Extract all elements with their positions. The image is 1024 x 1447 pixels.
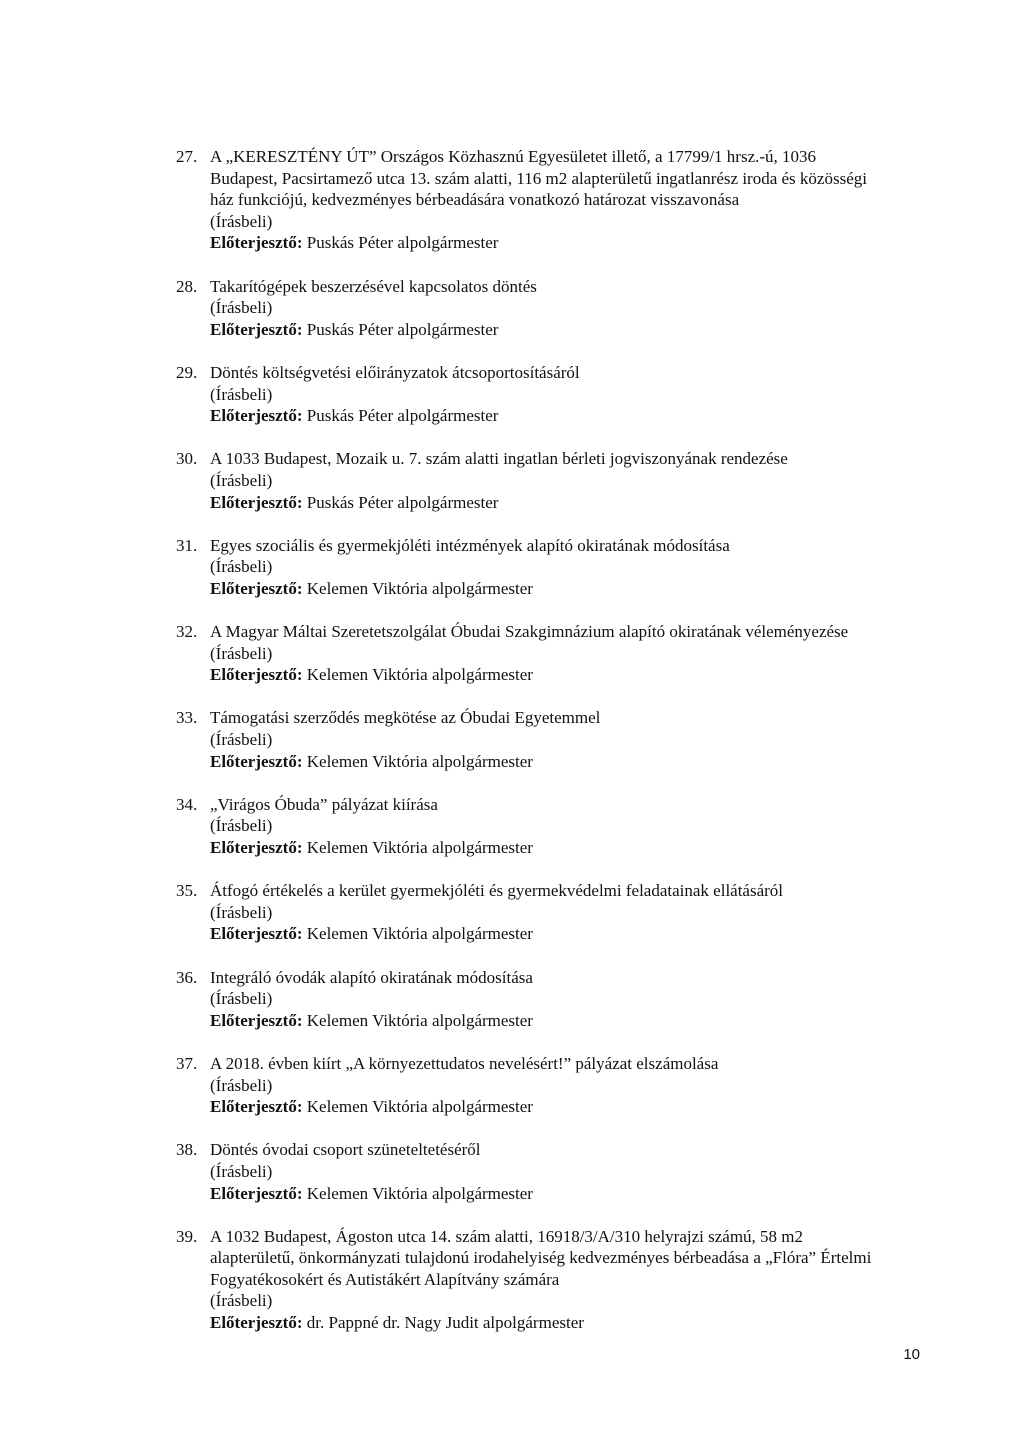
agenda-item-type: (Írásbeli)	[210, 470, 273, 490]
agenda-item-title-line: A 1032 Budapest, Ágoston utca 14. szám alatti, 16918/3/A/310 helyrajzi számú, 58 m2	[210, 1226, 804, 1246]
agenda-item-presenter-line	[210, 1312, 976, 1334]
presenter-label: Előterjesztő:	[210, 492, 303, 512]
agenda-item	[176, 146, 976, 254]
agenda-item	[176, 794, 976, 859]
agenda-item-type: (Írásbeli)	[210, 643, 273, 663]
presenter-label: Előterjesztő:	[210, 1313, 303, 1333]
agenda-item-title-line: A 1033 Budapest, Mozaik u. 7. szám alatti ingatlan bérleti jogviszonyának rendezése	[210, 449, 788, 469]
agenda-item	[176, 362, 976, 427]
presenter-label: Előterjesztő:	[210, 924, 303, 944]
presenter-name: Puskás Péter alpolgármester	[306, 233, 499, 253]
agenda-item	[176, 1226, 976, 1334]
agenda-item-title-line: A „KERESZTÉNY ÚT” Országos Közhasznú Egyesületet illető, a 17799/1 hrsz.-ú, 1036	[210, 147, 817, 166]
presenter-label: Előterjesztő:	[210, 233, 303, 253]
presenter-name: Kelemen Viktória alpolgármester	[306, 1010, 533, 1030]
presenter-name: Kelemen Viktória alpolgármester	[306, 1183, 533, 1203]
presenter-name: Kelemen Viktória alpolgármester	[306, 924, 533, 944]
agenda-item-number: 39.	[176, 1226, 198, 1246]
presenter-label: Előterjesztő:	[210, 751, 303, 771]
agenda-item-number: 37.	[176, 1053, 198, 1073]
agenda-item-title-line: Budapest, Pacsirtamező utca 13. szám alatti, 116 m2 alapterületű ingatlanrész iroda és közösségi	[210, 168, 867, 188]
agenda-item-type: (Írásbeli)	[210, 902, 273, 922]
presenter-name: Kelemen Viktória alpolgármester	[306, 665, 533, 685]
agenda-item	[176, 621, 976, 686]
agenda-item-number: 32.	[176, 622, 198, 642]
agenda-item-number: 31.	[176, 535, 198, 555]
agenda-item	[176, 448, 976, 513]
agenda-item-number: 34.	[176, 794, 198, 814]
agenda-item-type: (Írásbeli)	[210, 1161, 273, 1181]
agenda-item-title-line: Támogatási szerződés megkötése az Óbudai Egyetemmel	[210, 708, 601, 728]
agenda-item	[176, 276, 976, 341]
agenda-item-type: (Írásbeli)	[210, 730, 273, 750]
agenda-item-type: (Írásbeli)	[210, 989, 273, 1009]
agenda-item-presenter-line	[210, 319, 976, 341]
agenda-item-presenter-line	[210, 492, 976, 514]
agenda-item	[176, 1053, 976, 1118]
agenda-item-type: (Írásbeli)	[210, 1291, 273, 1311]
agenda-item-number: 27.	[176, 147, 198, 166]
agenda-item-title-line: Fogyatékosokért és Autistákért Alapítvány számára	[210, 1269, 560, 1289]
agenda-item-presenter-line	[210, 923, 976, 945]
agenda-item-type: (Írásbeli)	[210, 557, 273, 577]
agenda-item-presenter-line	[210, 405, 976, 427]
presenter-name: Kelemen Viktória alpolgármester	[306, 751, 533, 771]
presenter-name: Puskás Péter alpolgármester	[306, 492, 499, 512]
agenda-item-presenter-line	[210, 1096, 976, 1118]
agenda-item-number: 30.	[176, 449, 198, 469]
presenter-name: Kelemen Viktória alpolgármester	[306, 578, 533, 598]
agenda-item-type: (Írásbeli)	[210, 816, 273, 836]
presenter-label: Előterjesztő:	[210, 838, 303, 857]
agenda-item-type: (Írásbeli)	[210, 298, 273, 318]
agenda-item-number: 28.	[176, 276, 198, 296]
agenda-item-presenter-line	[210, 664, 976, 686]
presenter-label: Előterjesztő:	[210, 1183, 303, 1203]
agenda-item-title-line: Takarítógépek beszerzésével kapcsolatos döntés	[210, 276, 537, 296]
presenter-name: Puskás Péter alpolgármester	[306, 319, 499, 339]
agenda-item-presenter-line	[210, 837, 976, 859]
agenda-item-title-line: Döntés költségvetési előirányzatok átcsoportosításáról	[210, 362, 580, 382]
presenter-label: Előterjesztő:	[210, 319, 303, 339]
agenda-item-title-line: Döntés óvodai csoport szüneteltetéséről	[210, 1140, 481, 1160]
agenda-item-title-line: ház funkciójú, kedvezményes bérbeadására vonatkozó határozat visszavonása	[210, 190, 740, 210]
agenda-item	[176, 967, 976, 1032]
agenda-item	[176, 535, 976, 600]
agenda-item-presenter-line	[210, 578, 976, 600]
presenter-name: Kelemen Viktória alpolgármester	[306, 1097, 533, 1117]
presenter-label: Előterjesztő:	[210, 1010, 303, 1030]
agenda-item-presenter-line	[210, 751, 976, 773]
agenda-item-number: 38.	[176, 1140, 198, 1160]
agenda-item-title-line: Egyes szociális és gyermekjóléti intézmények alapító okiratának módosítása	[210, 535, 730, 555]
presenter-label: Előterjesztő:	[210, 406, 303, 426]
agenda-item-title-line: „Virágos Óbuda” pályázat kiírása	[210, 794, 438, 814]
agenda-item	[176, 880, 976, 945]
agenda-item-title-line: Integráló óvodák alapító okiratának módosítása	[210, 967, 533, 987]
agenda-item-number: 29.	[176, 362, 198, 382]
agenda-item-title-line: alapterületű, önkormányzati tulajdonú irodahelyiség kedvezményes bérbeadása a „Flóra” Értelmi	[210, 1248, 872, 1268]
agenda-item-number: 35.	[176, 881, 198, 901]
agenda-item-type: (Írásbeli)	[210, 384, 273, 404]
presenter-label: Előterjesztő:	[210, 578, 303, 598]
agenda-item-presenter-line	[210, 1010, 976, 1032]
agenda-item-title-line: A Magyar Máltai Szeretetszolgálat Óbudai Szakgimnázium alapító okiratának véleményezése	[210, 622, 849, 642]
presenter-name: Puskás Péter alpolgármester	[306, 406, 499, 426]
agenda-item-presenter-line	[210, 1183, 976, 1205]
agenda-item-type: (Írásbeli)	[210, 211, 273, 231]
agenda-item-number: 33.	[176, 708, 198, 728]
agenda-item-presenter-line	[210, 232, 976, 254]
presenter-label: Előterjesztő:	[210, 665, 303, 685]
presenter-name: Kelemen Viktória alpolgármester	[306, 838, 533, 857]
agenda-item	[176, 707, 976, 772]
page-number: 10	[903, 1346, 920, 1363]
presenter-label: Előterjesztő:	[210, 1097, 303, 1117]
agenda-item-number: 36.	[176, 967, 198, 987]
presenter-name: dr. Pappné dr. Nagy Judit alpolgármester	[306, 1313, 584, 1333]
agenda-item-title-line: Átfogó értékelés a kerület gyermekjóléti és gyermekvédelmi feladatainak ellátásáról	[210, 881, 784, 901]
agenda-item-type: (Írásbeli)	[210, 1075, 273, 1095]
agenda-item-title-line: A 2018. évben kiírt „A környezettudatos nevelésért!” pályázat elszámolása	[210, 1053, 719, 1073]
agenda-item	[176, 1139, 976, 1204]
agenda-list	[176, 146, 976, 1334]
